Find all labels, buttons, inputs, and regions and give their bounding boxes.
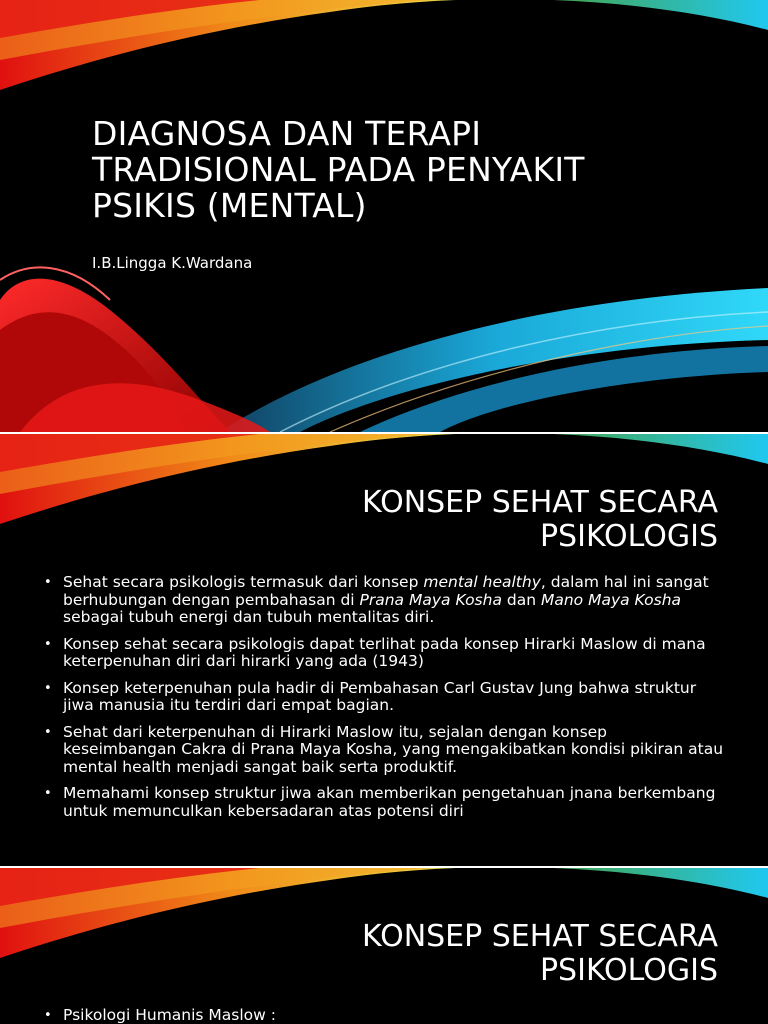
bullet-icon: • [44, 680, 52, 696]
bullet-icon: • [44, 786, 52, 801]
slide-title: KONSEP SEHAT SECARA PSIKOLOGIS [362, 485, 718, 554]
list-item [44, 680, 724, 715]
slide-title: DIAGNOSA DAN TERAPI TRADISIONAL PADA PENYAKIT PSIKIS (MENTAL) [92, 114, 585, 225]
bullet-icon: • [44, 575, 52, 590]
bullet-text: Sehat secara psikologis termasuk dari konsep [63, 573, 424, 591]
list-item [44, 785, 724, 820]
author-name: I.B.Lingga K.Wardana [92, 254, 253, 272]
bullet-text: sebagai tubuh energi dan tubuh mentalitas diri. [63, 608, 435, 626]
list-item [44, 1007, 724, 1024]
bullet-list [44, 1007, 724, 1024]
bullet-icon: • [44, 724, 52, 740]
list-item [44, 574, 724, 627]
slide-3 [0, 868, 768, 1024]
bullet-icon: • [44, 1008, 52, 1023]
slide-2 [0, 434, 768, 866]
bullet-text: Konsep keterpenuhan pula hadir di Pembahasan Carl Gustav Jung bahwa struktur jiwa manusia itu terdiri dari empat bagian. [63, 678, 697, 714]
list-item [44, 636, 724, 671]
bullet-text: , dalam hal ini sangat berhubungan dengan pembahasan di [63, 573, 709, 609]
bullet-text: Memahami konsep struktur jiwa akan memberikan pengetahuan jnana berkembang untuk memunculkan kebersadaran atas potensi diri [63, 784, 716, 820]
bullet-list [44, 574, 724, 829]
bullet-text-italic: mental healthy [423, 573, 541, 591]
bullet-text: Konsep sehat secara psikologis dapat terlihat pada konsep Hirarki Maslow di mana keterpenuhan diri dari hirarki yang ada (1943) [63, 634, 706, 670]
list-item [44, 724, 724, 777]
bullet-text-italic: Mano Maya Kosha [540, 590, 682, 609]
bullet-text: Sehat dari keterpenuhan di Hirarki Maslow itu, sejalan dengan konsep keseimbangan Cakra di Prana Maya Kosha, yang mengakibatkan kondisi pikiran atau mental health menjadi sangat baik serta produktif. [63, 722, 724, 776]
slide-1 [0, 0, 768, 432]
bullet-icon: • [44, 636, 52, 652]
bullet-text-italic: Prana Maya Kosha [359, 590, 502, 609]
bullet-text: dan [501, 590, 541, 609]
slide-title: KONSEP SEHAT SECARA PSIKOLOGIS [362, 919, 718, 988]
bullet-text: Psikologi Humanis Maslow : [63, 1006, 276, 1024]
